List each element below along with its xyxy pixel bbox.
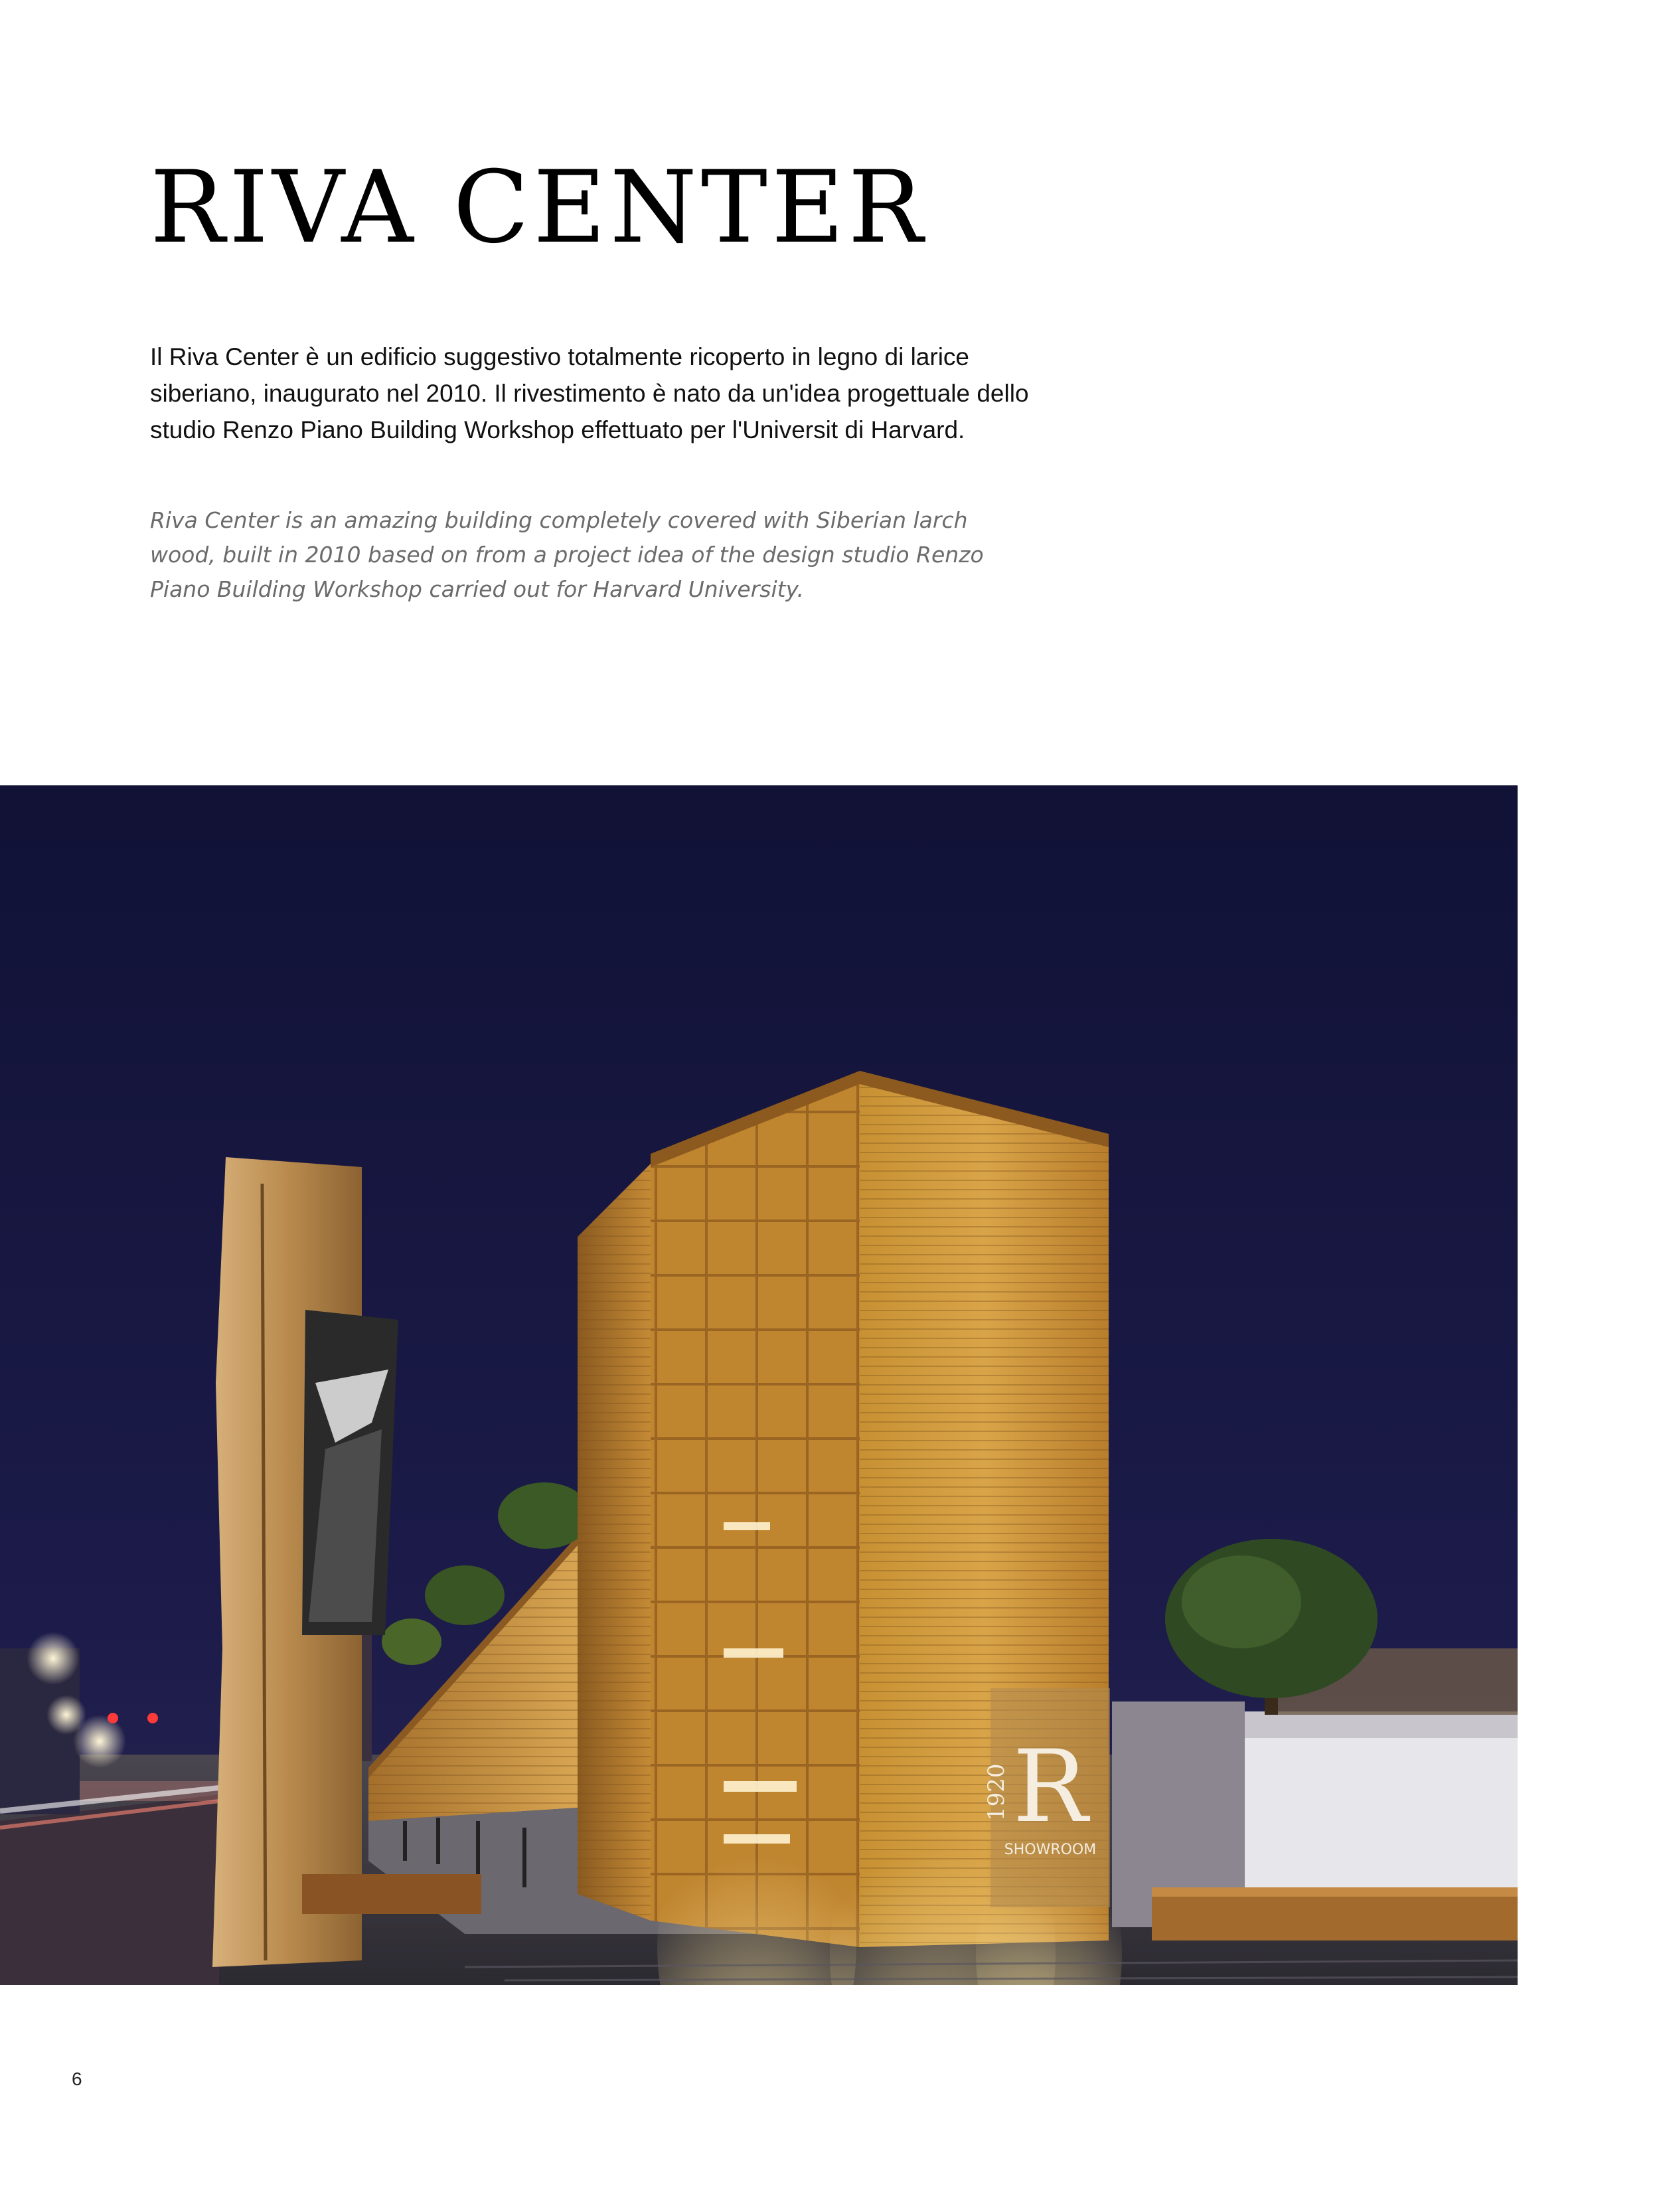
right-building — [1245, 1711, 1518, 1911]
intro-english: Riva Center is an amazing building completely covered with Siberian larch wood, built in 2010 based on from a project idea of the design studio Renzo Piano Building Workshop carried out for Harvard University. — [150, 507, 984, 602]
riva-center-photo — [0, 785, 1518, 1985]
planter-left — [302, 1874, 481, 1914]
intro-italian: Il Riva Center è un edificio suggestivo totalmente ricoperto in legno di larice siberiano, inaugurato nel 2010. Il rivestimento è nato da un'idea progettuale dello studio Renzo Piano Building Workshop effettuato per l'Universit di Harvard. — [150, 343, 1029, 443]
showroom-sign — [983, 1688, 1110, 1907]
sign-small-text: SHOWROOM — [1004, 1842, 1097, 1858]
sign-letter: R — [1012, 1729, 1088, 1845]
page-number: 6 — [72, 2069, 82, 2089]
night-building-illustration — [0, 785, 1518, 1985]
page-title: RIVA CENTER — [150, 150, 927, 266]
sign-number: 1920 — [983, 1763, 1010, 1821]
